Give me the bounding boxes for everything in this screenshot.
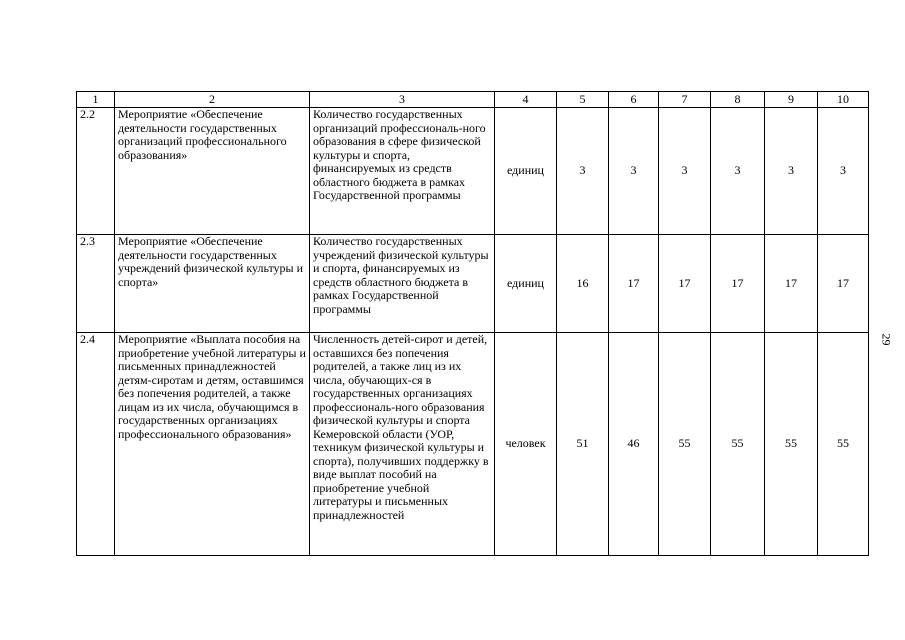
event-cell bbox=[115, 108, 310, 235]
value-cell: 3 bbox=[609, 108, 659, 235]
indicator-cell bbox=[310, 235, 495, 333]
value-cell: 17 bbox=[609, 235, 659, 333]
table-row bbox=[77, 108, 869, 235]
unit-cell: единиц bbox=[495, 235, 557, 333]
value-cell: 17 bbox=[711, 235, 765, 333]
event-cell bbox=[115, 333, 310, 556]
header-cell: 7 bbox=[659, 92, 711, 108]
value-cell: 55 bbox=[765, 333, 818, 556]
indicator-text: Количество государственных организаций профессиональ-ного образования в сфере физической культуры и спорта, финансируемых из средств областного бюджета в рамках Государственной программы bbox=[313, 107, 486, 202]
value-cell: 55 bbox=[818, 333, 869, 556]
value-cell: 17 bbox=[818, 235, 869, 333]
value-cell: 46 bbox=[609, 333, 659, 556]
table-row bbox=[77, 333, 869, 556]
header-cell: 10 bbox=[818, 92, 869, 108]
value-cell: 17 bbox=[765, 235, 818, 333]
indicator-cell bbox=[310, 333, 495, 556]
header-cell: 5 bbox=[557, 92, 609, 108]
value-cell: 3 bbox=[765, 108, 818, 235]
header-cell: 6 bbox=[609, 92, 659, 108]
event-text: Мероприятие «Обеспечение деятельности государственных организаций профессионального образования» bbox=[118, 107, 287, 162]
page-number: 29 bbox=[879, 333, 894, 346]
indicator-text: Численность детей-сирот и детей, оставшихся без попечения родителей, а также лиц из их числа, обучающих-ся в государственных организациях профессиональ-ного образования физической культуры и спорта Кемеровской области (УОР, техникум физической культуры и спорта), получивших поддержку в виде выплат пособий на приобретение учебной литературы и письменных принадлежностей bbox=[313, 332, 489, 522]
table-header-row bbox=[77, 92, 869, 108]
row-number: 2.2 bbox=[77, 108, 115, 235]
header-cell: 3 bbox=[310, 92, 495, 108]
indicator-text: Количество государственных учреждений физической культуры и спорта, финансируемых из средств областного бюджета в рамках Государственной программы bbox=[313, 234, 489, 316]
header-cell: 8 bbox=[711, 92, 765, 108]
value-cell: 3 bbox=[818, 108, 869, 235]
row-number: 2.3 bbox=[77, 235, 115, 333]
unit-cell: единиц bbox=[495, 108, 557, 235]
value-cell: 55 bbox=[659, 333, 711, 556]
header-cell: 4 bbox=[495, 92, 557, 108]
indicator-cell bbox=[310, 108, 495, 235]
value-cell: 16 bbox=[557, 235, 609, 333]
unit-cell: человек bbox=[495, 333, 557, 556]
event-text: Мероприятие «Обеспечение деятельности государственных учреждений физической культуры и спорта» bbox=[118, 234, 304, 289]
indicators-table bbox=[76, 91, 869, 556]
row-number: 2.4 bbox=[77, 333, 115, 556]
value-cell: 17 bbox=[659, 235, 711, 333]
header-cell: 2 bbox=[115, 92, 310, 108]
event-text: Мероприятие «Выплата пособия на приобретение учебной литературы и письменных принадлежностей детям-сиротам и детям, оставшимся без попечения родителей, а также лицам из их числа, обучающимся в государственных организациях профессионального образования» bbox=[118, 332, 306, 441]
value-cell: 3 bbox=[659, 108, 711, 235]
value-cell: 55 bbox=[711, 333, 765, 556]
event-cell bbox=[115, 235, 310, 333]
table-row bbox=[77, 235, 869, 333]
value-cell: 51 bbox=[557, 333, 609, 556]
value-cell: 3 bbox=[557, 108, 609, 235]
header-cell: 9 bbox=[765, 92, 818, 108]
header-cell: 1 bbox=[77, 92, 115, 108]
value-cell: 3 bbox=[711, 108, 765, 235]
